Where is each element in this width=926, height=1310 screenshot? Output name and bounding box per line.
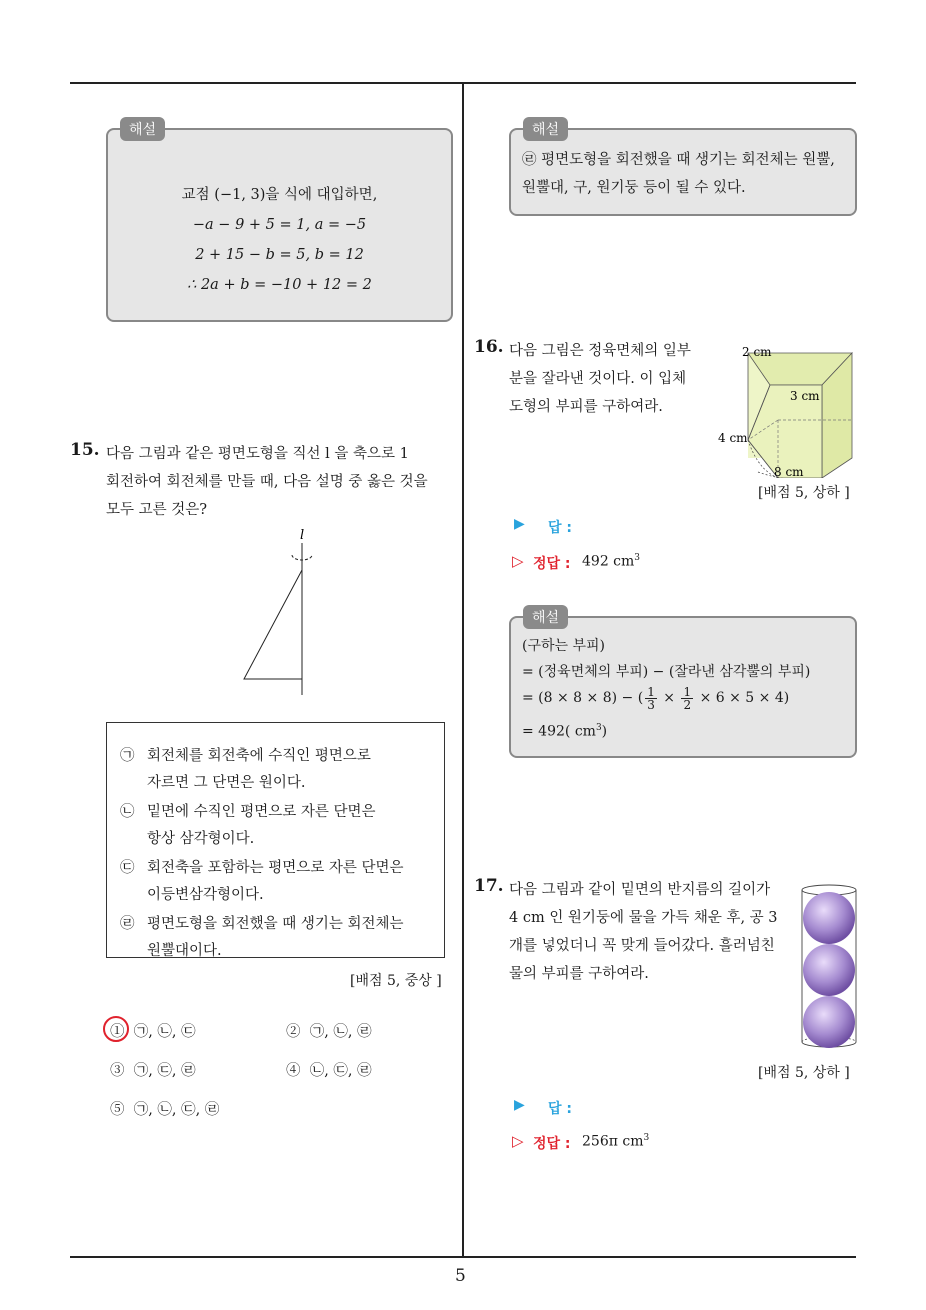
solution-q15-text <box>522 146 835 202</box>
statement-d <box>120 911 404 965</box>
fraction-denominator: 2 <box>683 697 692 712</box>
correct-arrow-icon: ▷ <box>512 1132 524 1150</box>
statement-a <box>120 743 371 797</box>
question-line: 분을 잘라낸 것이다. 이 입체 <box>509 371 687 387</box>
score-q17: [배점 5, 상하 ] <box>758 1065 850 1081</box>
fraction-one-half <box>681 686 693 711</box>
score-q15: [배점 5, 중상 ] <box>350 973 442 989</box>
fraction-denominator: 3 <box>647 697 655 712</box>
correct-value-text: 256π cm <box>582 1133 644 1150</box>
solution-line: −a − 9 + 5 = 1, a = −5 <box>192 217 367 233</box>
fig-label-mid: 3 cm <box>790 389 820 403</box>
question-line: 다음 그림과 같이 밑면의 반지름의 길이가 <box>509 882 771 898</box>
solution-line: 교점 (−1, 3)을 식에 대입하면, <box>181 187 378 203</box>
answer-arrow-icon: ▶ <box>514 1097 525 1113</box>
question-line: 다음 그림은 정육면체의 일부 <box>509 343 691 359</box>
solution-exponent: 3 <box>595 723 602 733</box>
fraction-numerator: 1 <box>683 684 692 699</box>
sphere <box>803 996 855 1048</box>
solution-q16-text <box>522 633 810 745</box>
statement-line: 항상 삼각형이다. <box>147 831 255 847</box>
page-number: 5 <box>455 1266 466 1286</box>
option-4[interactable] <box>286 1059 372 1080</box>
q17-cylinder-figure <box>798 880 860 1055</box>
solution-line: ㉣ 평면도형을 회전했을 때 생기는 회전체는 원뿔, <box>522 152 835 168</box>
statement-line: 원뿔대이다. <box>147 943 222 959</box>
statement-line: 회전축을 포함하는 평면으로 자른 단면은 <box>147 860 404 876</box>
statement-b <box>120 799 376 853</box>
question-line: 모두 고른 것은? <box>106 502 208 518</box>
column-divider <box>462 82 464 1257</box>
solution-tag: 해설 <box>120 117 165 141</box>
correct-value-exponent: 3 <box>634 553 641 563</box>
solution-line: 원뿔대, 구, 원기둥 등이 될 수 있다. <box>522 180 746 196</box>
question-17-text <box>509 876 778 988</box>
statement-c <box>120 855 404 909</box>
option-2[interactable] <box>286 1020 372 1041</box>
question-line: 4 cm 인 원기둥에 물을 가득 채운 후, 공 3 <box>509 910 778 926</box>
option-text: ㉠, ㉡, ㉢, ㉣ <box>133 1102 220 1118</box>
q15-triangle-figure <box>230 525 330 700</box>
question-number-16: 16. <box>474 337 504 357</box>
option-3[interactable] <box>110 1059 196 1080</box>
question-line: 회전하여 회전체를 만들 때, 다음 설명 중 옳은 것을 <box>106 474 428 490</box>
statement-line: 자르면 그 단면은 원이다. <box>147 775 306 791</box>
fraction-numerator: 1 <box>647 684 655 699</box>
correct-value-q17 <box>582 1133 649 1150</box>
question-line: 도형의 부피를 구하여라. <box>509 399 663 415</box>
sphere <box>803 944 855 996</box>
solution-line: 2 + 15 − b = 5, b = 12 <box>195 247 364 263</box>
solution-line <box>522 715 810 745</box>
solution-close: ) <box>601 723 608 740</box>
score-q16: [배점 5, 상하 ] <box>758 485 850 501</box>
statement-line: 회전체를 회전축에 수직인 평면으로 <box>147 748 371 764</box>
statement-mark: ㉢ <box>120 860 135 876</box>
statement-mark: ㉣ <box>120 916 135 932</box>
correct-value-q16 <box>582 553 640 570</box>
statement-mark: ㉠ <box>120 748 135 764</box>
solution-q14-text <box>106 180 453 300</box>
solution-tag: 해설 <box>523 605 568 629</box>
solution-expr: = (8 × 8 × 8) − ( <box>522 690 644 706</box>
question-number-17: 17. <box>474 876 504 896</box>
q16-cube-figure <box>718 340 858 478</box>
question-15-text <box>106 440 428 524</box>
solution-line: = (8 × 8 × 8) − ( $\frac{1}{3}$ × $\frac{1}{2}$ × 6 × 5 × 4) <box>522 684 790 712</box>
solution-expr-tail: × 6 × 5 × 4) <box>699 690 790 706</box>
statement-line: 밑면에 수직인 평면으로 자른 단면은 <box>147 804 376 820</box>
option-number: ③ <box>110 1063 125 1079</box>
option-5[interactable] <box>110 1098 219 1119</box>
correct-arrow-icon: ▷ <box>512 552 524 570</box>
fraction-one-third <box>645 686 657 711</box>
statement-line: 이등변삼각형이다. <box>147 887 264 903</box>
sphere <box>803 892 855 944</box>
fig-label-bottom: 8 cm <box>774 465 804 478</box>
answer-label-q16: 답 : <box>548 520 572 536</box>
question-line: 물의 부피를 구하여라. <box>509 966 649 982</box>
correct-value-exponent: 3 <box>643 1133 650 1143</box>
solution-line: (구하는 부피) <box>522 638 605 654</box>
correct-value-text: 492 cm <box>582 553 635 570</box>
question-16-text <box>509 337 691 421</box>
solution-line: = (정육면체의 부피) − (잘라낸 삼각뿔의 부피) <box>522 664 811 680</box>
bottom-rule <box>70 1256 856 1258</box>
option-number: ① <box>110 1024 125 1040</box>
option-1[interactable] <box>110 1020 196 1041</box>
correct-label-q17: 정답 : <box>533 1136 571 1152</box>
statement-mark: ㉡ <box>120 804 135 820</box>
axis-label: l <box>300 528 305 543</box>
fig-label-left: 4 cm <box>718 431 748 445</box>
correct-label-q16: 정답 : <box>533 556 571 572</box>
option-text: ㉠, ㉢, ㉣ <box>133 1063 196 1079</box>
question-line: 개를 넣었더니 꼭 맞게 들어갔다. 흘러넘친 <box>509 938 775 954</box>
option-text: ㉠, ㉡, ㉣ <box>309 1024 372 1040</box>
answer-arrow-icon: ▶ <box>514 516 525 532</box>
option-number: ④ <box>286 1063 301 1079</box>
option-text: ㉡, ㉢, ㉣ <box>309 1063 372 1079</box>
answer-label-q17: 답 : <box>548 1101 572 1117</box>
option-text: ㉠, ㉡, ㉢ <box>133 1024 196 1040</box>
option-number: ② <box>286 1024 301 1040</box>
option-number: ⑤ <box>110 1102 125 1118</box>
question-number-15: 15. <box>70 440 100 460</box>
fig-label-top: 2 cm <box>742 345 772 359</box>
solution-line: ∴ 2a + b = −10 + 12 = 2 <box>187 277 372 293</box>
solution-result: = 492( cm <box>522 723 596 740</box>
solution-tag: 해설 <box>523 117 568 141</box>
statement-line: 평면도형을 회전했을 때 생기는 회전체는 <box>147 916 404 932</box>
question-line: 다음 그림과 같은 평면도형을 직선 l 을 축으로 1 <box>106 446 409 462</box>
